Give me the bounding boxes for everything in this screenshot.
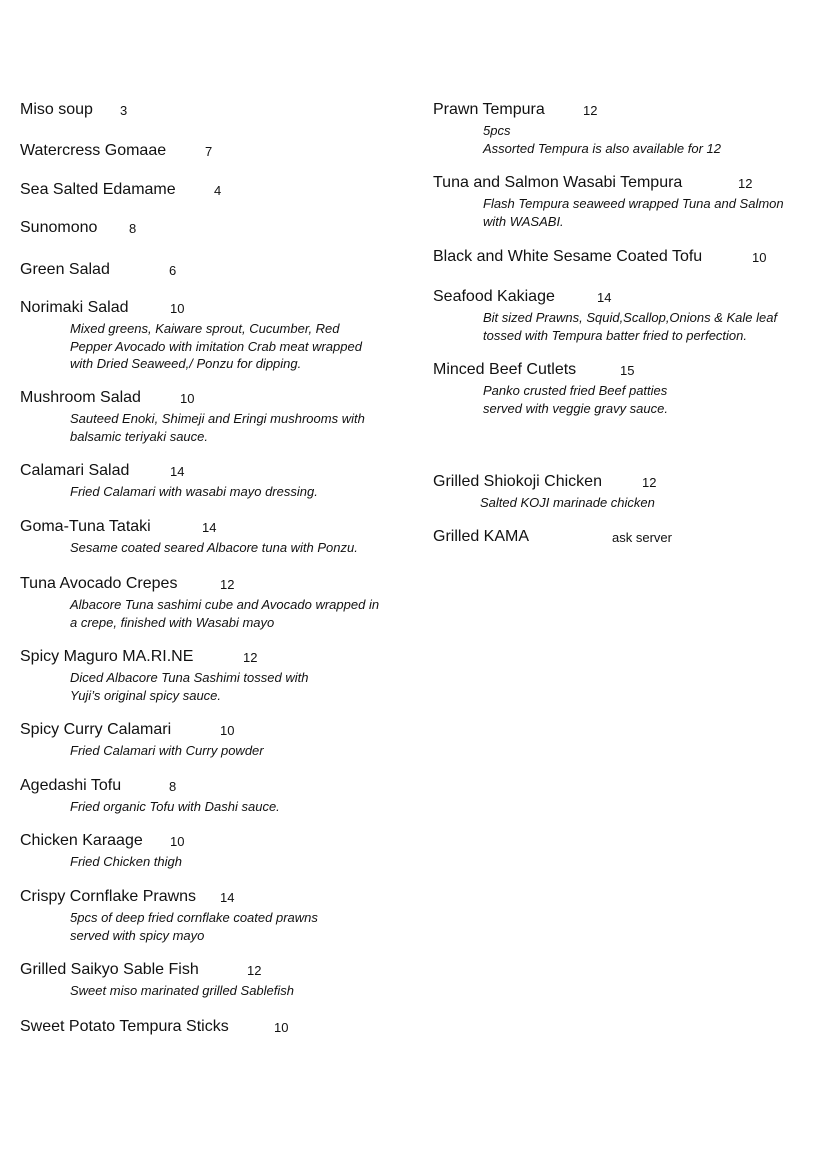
description-line: Pepper Avocado with imitation Crab meat wrapped [70, 338, 362, 354]
item-name: Green Salad [20, 261, 110, 278]
description-line: Panko crusted fried Beef patties [483, 383, 668, 398]
description-line: tossed with Tempura batter fried to perfection. [483, 327, 747, 343]
item-description [20, 483, 415, 501]
menu-item-green-salad [20, 260, 415, 282]
menu-item-watercress-gomaae [20, 141, 415, 163]
item-name: Minced Beef Cutlets [433, 361, 577, 378]
description-line: Yuji’s original spicy sauce. [70, 687, 222, 703]
item-price: 6 [169, 263, 177, 278]
item-price: 14 [170, 464, 185, 479]
item-price: 8 [169, 779, 177, 794]
item-price: 12 [642, 475, 657, 490]
description-line: Flash Tempura seaweed wrapped Tuna and Salmon [483, 196, 784, 211]
item-name: Black and White Sesame Coated Tofu [433, 248, 703, 265]
item-price: ask server [612, 530, 672, 545]
menu-item-mushroom-salad [20, 388, 415, 445]
item-name: Spicy Maguro MA.RI.NE [20, 648, 194, 665]
description-line: Diced Albacore Tuna Sashimi tossed with [70, 670, 309, 685]
description-line: Fried Calamari with Curry powder [70, 743, 264, 758]
description-line: Sesame coated seared Albacore tuna with Ponzu. [70, 540, 358, 555]
menu-item-tuna-salmon-wasabi-tempura [433, 173, 818, 230]
menu-item-agedashi-tofu [20, 776, 415, 816]
item-price: 10 [274, 1020, 289, 1035]
item-name: Tuna and Salmon Wasabi Tempura [433, 174, 683, 191]
item-price: 4 [214, 183, 222, 198]
item-name: Sweet Potato Tempura Sticks [20, 1018, 229, 1035]
item-price: 12 [738, 176, 753, 191]
item-name: Calamari Salad [20, 462, 130, 479]
description-line: Assorted Tempura is also available for 12 [483, 140, 721, 156]
item-description [433, 122, 818, 157]
item-description [433, 195, 818, 230]
description-line: Mixed greens, Kaiware sprout, Cucumber, Red [70, 321, 340, 336]
description-line: 5pcs [483, 123, 511, 138]
item-price: 12 [243, 650, 258, 665]
item-price: 12 [247, 963, 262, 978]
item-description [433, 382, 818, 417]
menu-item-tuna-avocado-crepes [20, 574, 415, 631]
description-line: with WASABI. [483, 213, 564, 229]
menu-item-miso-soup [20, 100, 415, 122]
item-price: 10 [170, 834, 185, 849]
menu-item-grilled-saikyo-sable-fish [20, 960, 415, 1000]
description-line: served with veggie gravy sauce. [483, 400, 668, 416]
item-price: 12 [220, 577, 235, 592]
item-price: 14 [597, 290, 612, 305]
menu-item-seafood-kakiage [433, 287, 818, 344]
item-description [433, 309, 818, 344]
menu-item-spicy-curry-calamari [20, 720, 415, 760]
menu-item-spicy-maguro-marine [20, 647, 415, 704]
menu-item-crispy-cornflake-prawns [20, 887, 415, 944]
item-description [20, 742, 415, 760]
item-description [20, 798, 415, 816]
item-description [20, 596, 415, 631]
item-name: Watercress Gomaae [20, 142, 167, 159]
description-line: balsamic teriyaki sauce. [70, 428, 208, 444]
description-line: Albacore Tuna sashimi cube and Avocado wrapped in [70, 597, 380, 612]
description-line: with Dried Seaweed,/ Ponzu for dipping. [70, 356, 302, 371]
description-line: a crepe, finished with Wasabi mayo [70, 614, 275, 630]
description-line: Fried organic Tofu with Dashi sauce. [70, 799, 280, 814]
description-line: served with spicy mayo [70, 927, 205, 943]
item-price: 3 [120, 103, 128, 118]
item-price: 14 [202, 520, 217, 535]
menu-item-sweet-potato-tempura-sticks [20, 1017, 415, 1039]
description-line: Sauteed Enoki, Shimeji and Eringi mushrooms with [70, 411, 365, 426]
menu-item-grilled-kama [433, 527, 818, 549]
item-price: 8 [129, 221, 137, 236]
item-name: Grilled Saikyo Sable Fish [20, 961, 199, 978]
item-description [20, 909, 415, 944]
item-price: 12 [583, 103, 598, 118]
item-description [20, 853, 415, 871]
item-name: Mushroom Salad [20, 389, 141, 406]
description-line: Bit sized Prawns, Squid,Scallop,Onions & Kale leaf [483, 310, 778, 325]
item-name: Agedashi Tofu [20, 777, 122, 794]
item-description [433, 494, 818, 512]
description-line: Fried Calamari with wasabi mayo dressing. [70, 484, 318, 499]
menu-item-chicken-karaage [20, 831, 415, 871]
item-name: Seafood Kakiage [433, 288, 555, 305]
item-name: Sea Salted Edamame [20, 181, 176, 198]
item-description [20, 320, 415, 373]
menu-item-grilled-shiokoji-chicken [433, 472, 818, 512]
item-name: Tuna Avocado Crepes [20, 575, 178, 592]
item-name: Norimaki Salad [20, 299, 129, 316]
item-price: 10 [170, 301, 185, 316]
menu-item-minced-beef-cutlets [433, 360, 818, 417]
item-name: Miso soup [20, 101, 93, 118]
item-name: Sunomono [20, 219, 98, 236]
description-line: 5pcs of deep fried cornflake coated prawns [70, 910, 318, 925]
item-price: 14 [220, 890, 235, 905]
description-line: Sweet miso marinated grilled Sablefish [70, 983, 294, 998]
item-name: Grilled KAMA [433, 528, 530, 545]
item-name: Chicken Karaage [20, 832, 143, 849]
item-name: Prawn Tempura [433, 101, 545, 118]
item-name: Grilled Shiokoji Chicken [433, 473, 602, 490]
menu-item-black-white-sesame-tofu [433, 247, 818, 269]
item-price: 10 [752, 250, 767, 265]
item-name: Crispy Cornflake Prawns [20, 888, 197, 905]
item-description [20, 410, 415, 445]
item-price: 15 [620, 363, 635, 378]
item-description [20, 669, 415, 704]
menu-item-prawn-tempura [433, 100, 818, 157]
description-line: Fried Chicken thigh [70, 854, 182, 869]
item-price: 7 [205, 144, 213, 159]
item-name: Spicy Curry Calamari [20, 721, 172, 738]
menu-item-sea-salted-edamame [20, 180, 415, 202]
item-name: Goma-Tuna Tataki [20, 518, 151, 535]
menu-item-norimaki-salad [20, 298, 415, 373]
menu-item-goma-tuna-tataki [20, 517, 415, 557]
item-price: 10 [220, 723, 235, 738]
item-description [20, 539, 415, 557]
menu-item-sunomono [20, 218, 415, 240]
menu-item-calamari-salad [20, 461, 415, 501]
item-description [20, 982, 415, 1000]
description-line: Salted KOJI marinade chicken [480, 495, 655, 510]
item-price: 10 [180, 391, 195, 406]
